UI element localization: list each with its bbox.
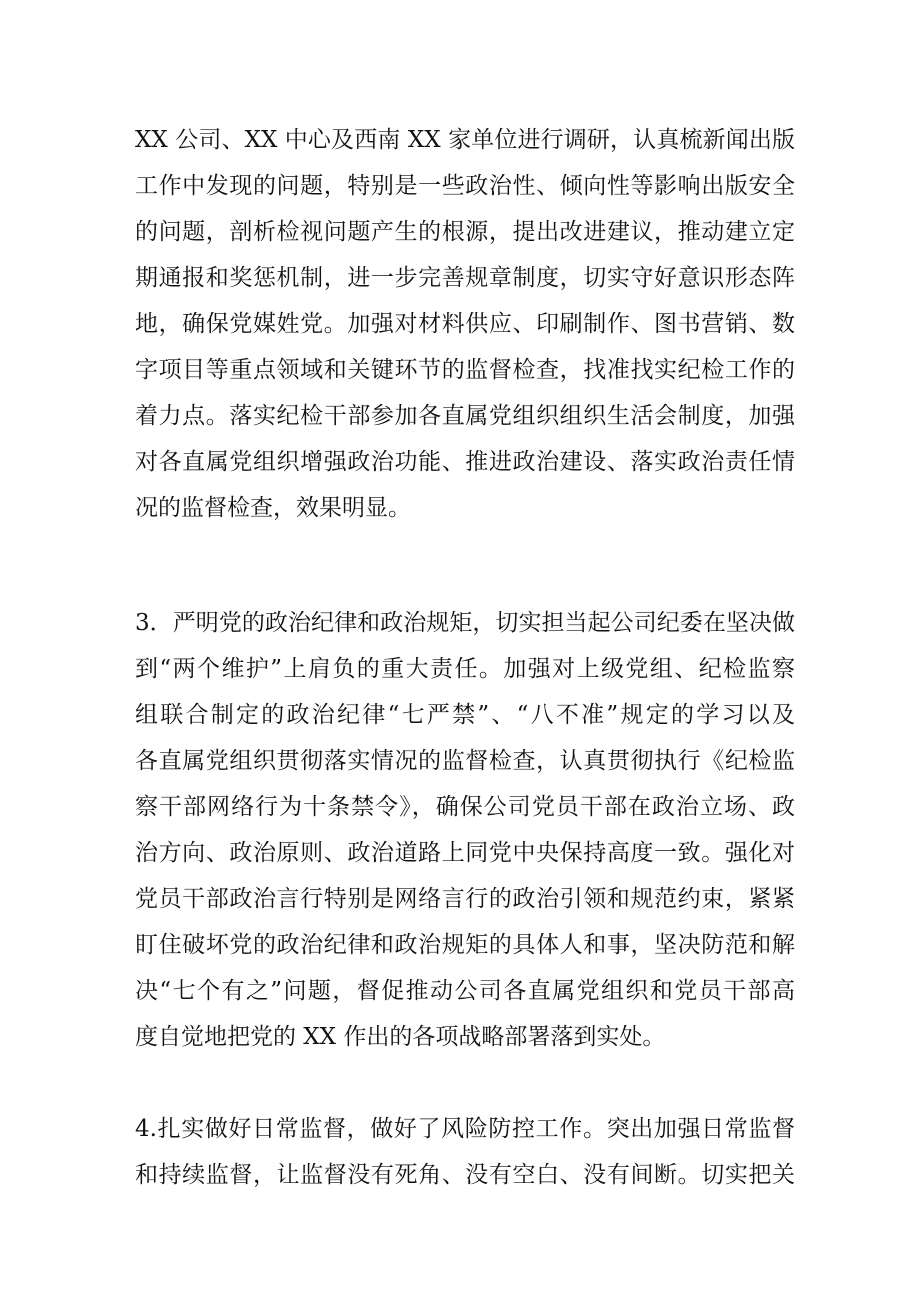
text-line: 决“七个有之”问题，督促推动公司各直属党组织和党员干部高 xyxy=(135,978,795,1004)
text-line: 期通报和奖惩机制，进一步完善规章制度，切实守好意识形态阵 xyxy=(135,265,795,291)
text-line: 治方向、政治原则、政治道路上同党中央保持高度一致。强化对 xyxy=(135,840,795,866)
text-line: 工作中发现的问题，特别是一些政治性、倾向性等影响出版安全 xyxy=(135,173,795,199)
paragraph-2 xyxy=(135,600,795,1060)
text-line: 3．严明党的政治纪律和政治规矩，切实担当起公司纪委在坚决做 xyxy=(135,610,795,636)
text-line: 度自觉地把党的 XX 作出的各项战略部署落到实处。 xyxy=(135,1024,666,1050)
text-line: 字项目等重点领域和关键环节的监督检查，找准找实纪检工作的 xyxy=(135,357,795,383)
text-line: 各直属党组织贯彻落实情况的监督检查，认真贯彻执行《纪检监 xyxy=(135,748,795,774)
paragraph-3 xyxy=(135,1106,795,1198)
text-line: 着力点。落实纪检干部参加各直属党组织组织生活会制度，加强 xyxy=(135,403,795,429)
text-line: 盯住破坏党的政治纪律和政治规矩的具体人和事，坚决防范和解 xyxy=(135,932,795,958)
text-line: 察干部网络行为十条禁令》，确保公司党员干部在政治立场、政 xyxy=(135,794,795,820)
text-line: 和持续监督，让监督没有死角、没有空白、没有间断。切实把关 xyxy=(135,1162,795,1188)
text-line: 的问题，剖析检视问题产生的根源，提出改进建议，推动建立定 xyxy=(135,219,795,245)
paragraph-1 xyxy=(135,117,795,531)
text-line: 党员干部政治言行特别是网络言行的政治引领和规范约束，紧紧 xyxy=(135,886,795,912)
text-line: 到“两个维护”上肩负的重大责任。加强对上级党组、纪检监察 xyxy=(135,656,795,682)
text-line: 组联合制定的政治纪律“七严禁”、“八不准”规定的学习以及 xyxy=(135,702,795,728)
text-line: 对各直属党组织增强政治功能、推进政治建设、落实政治责任情 xyxy=(135,449,795,475)
text-line: 4.扎实做好日常监督，做好了风险防控工作。突出加强日常监督 xyxy=(135,1116,795,1142)
text-line: 地，确保党媒姓党。加强对材料供应、印刷制作、图书营销、数 xyxy=(135,311,795,337)
text-line: XX 公司、XX 中心及西南 XX 家单位进行调研，认真梳新闻出版 xyxy=(135,127,795,153)
text-line: 况的监督检查，效果明显。 xyxy=(135,495,411,521)
